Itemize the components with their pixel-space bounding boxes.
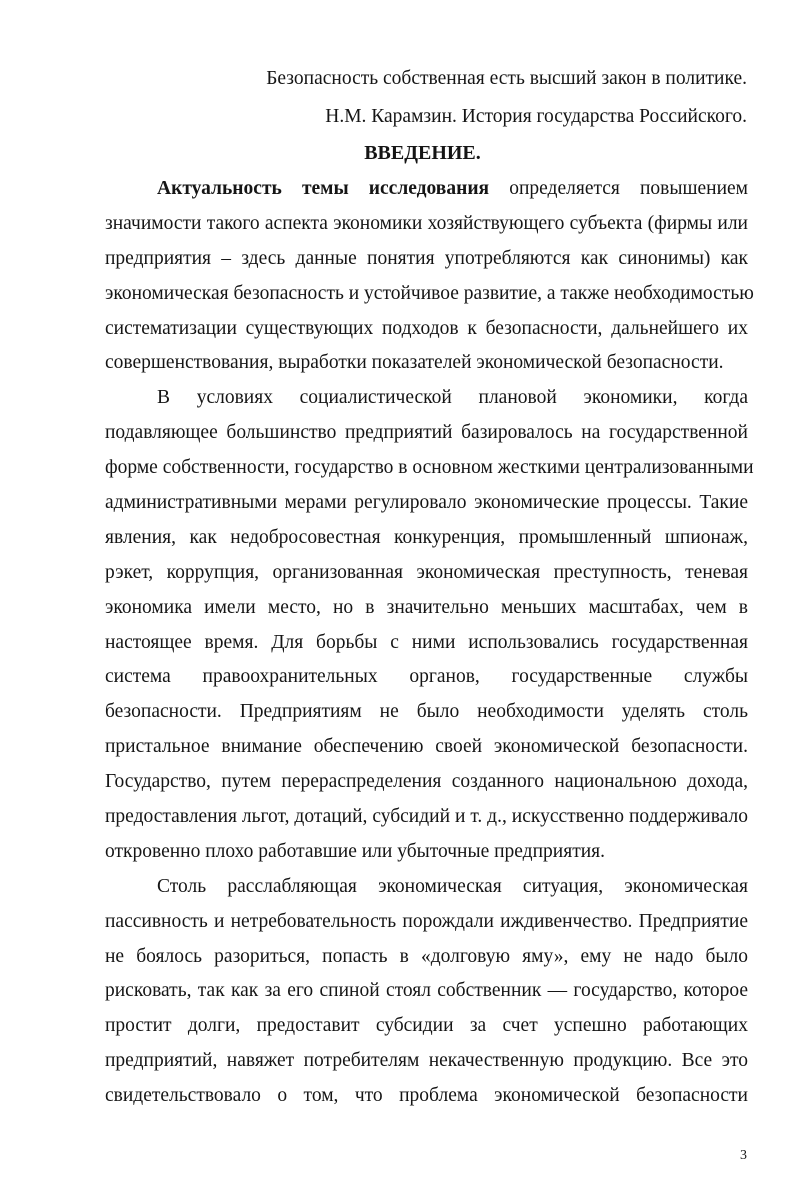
paragraph-planned-economy bbox=[105, 381, 754, 869]
paragraph-line: рисковать, так как за его спиной стоял собственник — государство, которое bbox=[105, 980, 748, 1002]
paragraph-line: свидетельствовало о том, что проблема экономической безопасности bbox=[105, 1085, 748, 1107]
paragraph-line: Государство, путем перераспределения созданного национальною дохода, bbox=[105, 771, 748, 793]
paragraph-line: откровенно плохо работавшие или убыточные предприятия. bbox=[105, 840, 605, 862]
paragraph-line: совершенствования, выработки показателей экономической безопасности. bbox=[105, 352, 724, 374]
paragraph-line: форме собственности, государство в основном жесткими централизованными bbox=[105, 457, 754, 479]
paragraph-line: система правоохранительных органов, государственные службы bbox=[105, 666, 748, 688]
paragraph-line: безопасности. Предприятиям не было необходимости уделять столь bbox=[105, 701, 748, 723]
paragraph-line: рэкет, коррупция, организованная экономическая преступность, теневая bbox=[105, 561, 748, 583]
epigraph-quote: Безопасность собственная есть высший закон в политике. bbox=[266, 68, 747, 89]
paragraph-line: явления, как недобросовестная конкуренция, промышленный шпионаж, bbox=[105, 526, 748, 548]
paragraph-line: настоящее время. Для борьбы с ними использовались государственная bbox=[105, 631, 748, 653]
paragraph-line: экономика имели место, но в значительно меньших масштабах, чем в bbox=[105, 596, 748, 618]
paragraph-line: предоставления льгот, дотаций, субсидий и т. д., искусственно поддерживало bbox=[105, 806, 748, 828]
paragraph-line: Актуальность темы исследования определяется повышением bbox=[157, 178, 749, 199]
paragraph-line: систематизации существующих подходов к безопасности, дальнейшего их bbox=[105, 317, 748, 339]
paragraph-line: простит долги, предоставит субсидии за счет успешно работающих bbox=[105, 1015, 748, 1037]
paragraph-line: пристальное внимание обеспечению своей экономической безопасности. bbox=[105, 736, 748, 758]
paragraph-relevance bbox=[105, 172, 754, 381]
paragraph-line: предприятий, навяжет потребителям некачественную продукцию. Все это bbox=[105, 1050, 748, 1072]
section-heading: ВВЕДЕНИЕ. bbox=[364, 142, 481, 164]
paragraph-line: пассивность и нетребовательность порождали иждивенчество. Предприятие bbox=[105, 910, 748, 932]
body-text bbox=[105, 172, 754, 1114]
paragraph-dependency bbox=[105, 870, 748, 1114]
paragraph-line: не боялось разориться, попасть в «долговую яму», ему не надо было bbox=[105, 945, 748, 967]
paragraph-line: административными мерами регулировало экономические процессы. Такие bbox=[105, 492, 748, 514]
paragraph-line: В условиях социалистической плановой экономики, когда bbox=[157, 387, 748, 409]
page-number: 3 bbox=[740, 1148, 747, 1163]
epigraph-source: Н.М. Карамзин. История государства Российского. bbox=[325, 106, 747, 127]
paragraph-line: экономическая безопасность и устойчивое развитие, а также необходимостью bbox=[105, 282, 754, 304]
paragraph-line: предприятия – здесь данные понятия употребляются как синонимы) как bbox=[105, 247, 748, 269]
paragraph-line: значимости такого аспекта экономики хозяйствующего субъекта (фирмы или bbox=[105, 212, 748, 234]
paragraph-line: Столь расслабляющая экономическая ситуация, экономическая bbox=[157, 875, 748, 897]
paragraph-line: подавляющее большинство предприятий базировалось на государственной bbox=[105, 422, 748, 444]
keyword-lead: Актуальность темы исследования bbox=[157, 178, 490, 199]
